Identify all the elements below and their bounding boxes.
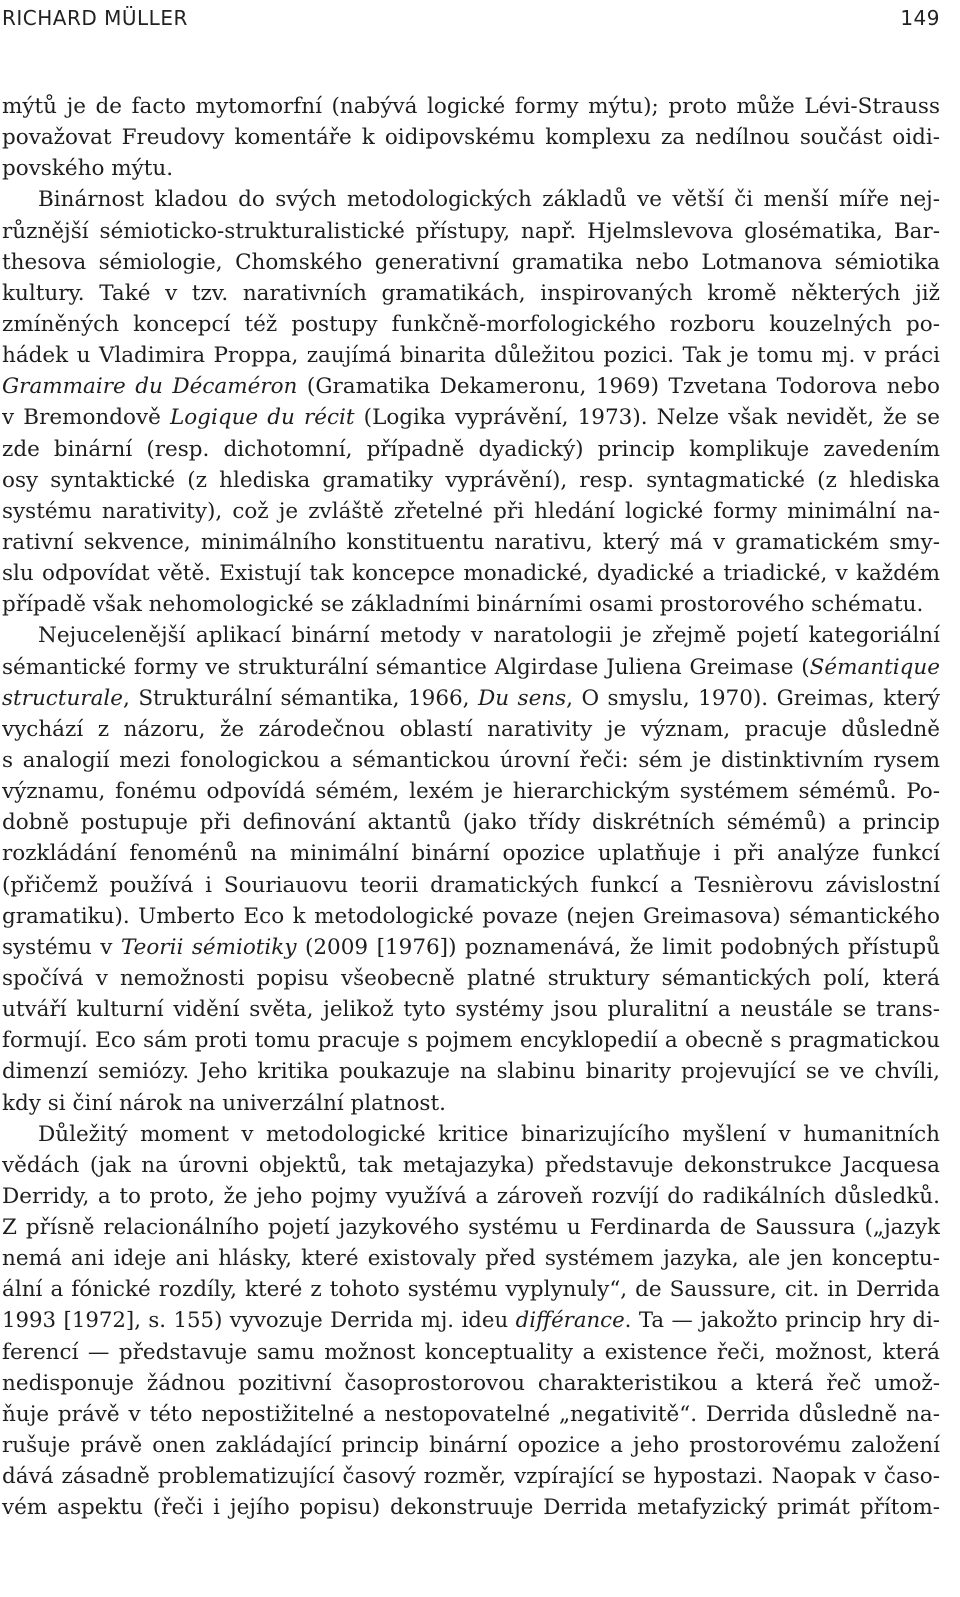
text-line [2,1119,940,1150]
text-run: systému v [2,934,121,960]
text-run: . Ta — jakožto princip hry di- [624,1308,940,1334]
text-line [2,402,940,433]
text-line [2,838,940,869]
text-run: , Strukturální sémantika, 1966, [123,685,478,711]
text-run: Důležitý moment v metodologické kritice binarizujícího myšlení v humanitních [38,1121,940,1147]
text-line [2,963,940,994]
text-line [2,1088,940,1119]
text-run: kultury. Také v tzv. narativních gramatikách, inspirovaných kromě některých již [2,280,940,306]
text-line [2,1305,940,1336]
text-line [2,1337,940,1368]
text-run: mýtů je de facto mytomorfní (nabývá logické formy mýtu); proto může Lévi-Strauss [2,94,940,119]
text-line [2,278,940,309]
text-line [2,1056,940,1087]
text-line [2,776,940,807]
text-line [2,371,940,402]
text-run: gramatiku). Umberto Eco k metodologické povaze (nejen Greimasova) sémantického [2,903,940,929]
text-line [2,247,940,278]
text-run: v Bremondově [2,405,170,431]
text-run: nemá ani ideje ani hlásky, které existovaly před systémem jazyka, ale jen konceptu- [2,1246,940,1272]
text-run: 1993 [1972], s. 155) vyvozuje Derrida mj. ideu [2,1308,516,1334]
text-line [2,870,940,901]
text-line [2,714,940,745]
text-run: (Gramatika Dekameronu, 1969) Tzvetana Todorova nebo [297,374,940,400]
text-run: Z přísně relacionálního pojetí jazykového systému u Ferdinarda de Saussura („jazyk [2,1215,940,1241]
text-run: slu odpovídat větě. Existují tak koncepce monadické, dyadické a triadické, v každém [2,561,940,587]
text-line [2,1492,940,1523]
text-run: kdy si činí nárok na univerzální platnost. [2,1090,446,1116]
text-line [2,932,940,963]
text-line [2,745,940,776]
text-line [2,309,940,340]
running-header [2,4,940,32]
text-line [2,994,940,1025]
text-line [2,1368,940,1399]
text-line [2,901,940,932]
text-run: dimenzí semiózy. Jeho kritika poukazuje na slabinu binarity projevující se ve chvíli, [2,1059,940,1085]
text-run: s analogií mezi fonologickou a sémantickou úrovní řeči: sém je distinktivním rysem [2,747,940,773]
text-line [2,1430,940,1461]
text-run: případě však nehomologické se základními binárními osami prostorového schématu. [2,592,924,618]
text-run: sémantické formy ve strukturální sémantice Algirdase Juliena Greimase ( [2,654,810,680]
text-run: povského mýtu. [2,156,174,182]
italic-title: Du sens [477,685,567,711]
text-run: dává zásadně problematizující časový rozměr, vzpírající se hypostazi. Naopak v časo- [2,1464,940,1490]
text-line [2,1461,940,1492]
text-run: rušuje právě onen zakládající princip binární opozice a jeho prostorovému založení [2,1433,940,1459]
text-run: vém aspektu (řeči i jejího popisu) dekonstruuje Derrida metafyzický primát přítom- [2,1495,940,1521]
text-line [2,558,940,589]
text-run: , O smyslu, 1970). Greimas, který [566,685,940,711]
text-run: Binárnost kladou do svých metodologických základů ve větší či menší míře nej- [38,187,940,213]
text-line [2,1399,940,1430]
text-run: thesova sémiologie, Chomského generativní gramatika nebo Lotmanova sémiotika [2,249,940,275]
text-line [2,496,940,527]
text-run: utváří kulturní vidění světa, jelikož tyto systémy jsou pluralitní a neustále se trans- [2,997,940,1023]
text-run: ální a fónické rozdíly, které z tohoto systému vyplynuly“, de Saussure, cit. in Derrida [2,1277,940,1303]
text-run: osy syntaktické (z hlediska gramatiky vyprávění), resp. syntagmatické (z hlediska [2,467,940,493]
text-run: vědách (jak na úrovni objektů, tak metajazyka) představuje dekonstrukce Jacquesa [2,1152,940,1178]
text-run: vychází z názoru, že zárodečnou oblastí narativity je význam, pracuje důsledně [2,716,940,742]
italic-title: Logique du récit [169,405,355,431]
text-run: významu, fonému odpovídá sémém, lexém je hierarchickým systémem sémémů. Po- [2,779,940,805]
text-line [2,683,940,714]
page-number: 149 [900,6,940,30]
text-line [2,1212,940,1243]
text-line [2,1181,940,1212]
text-line [2,652,940,683]
text-run: (Logika vyprávění, 1973). Nelze však nevidět, že se [354,405,940,431]
text-line [2,122,940,153]
text-line [2,184,940,215]
body-text [2,91,940,1523]
text-run: ferencí — představuje samu možnost konceptuality a existence řeči, možnost, která [2,1339,940,1365]
text-run: Derridy, a to proto, že jeho pojmy využívá a zároveň rozvíjí do radikálních důsledků. [2,1183,940,1209]
text-line [2,91,940,122]
italic-title: Teorii sémiotiky [120,934,297,960]
text-line [2,1150,940,1181]
author-name: RICHARD MÜLLER [2,6,188,30]
text-line [2,589,940,620]
text-line [2,1274,940,1305]
text-line [2,527,940,558]
text-line [2,340,940,371]
text-line [2,1243,940,1274]
text-run: Nejucelenější aplikací binární metody v naratologii je zřejmě pojetí kategoriální [38,623,940,649]
italic-title: Sémantique [809,654,940,680]
text-run: spočívá v nemožnosti popisu všeobecně platné struktury sémantických polí, která [2,965,940,991]
text-run: dobně postupuje při definování aktantů (jako třídy diskrétních sémémů) a princip [2,810,940,836]
text-run: hádek u Vladimira Proppa, zaujímá binarita důležitou pozici. Tak je tomu mj. v práci [2,343,940,369]
text-line [2,1025,940,1056]
text-run: (přičemž používá i Souriauovu teorii dramatických funkcí a Tesnièrovu závislostní [2,872,940,898]
text-line [2,807,940,838]
text-run: (2009 [1976]) poznamenává, že limit podobných přístupů [296,934,940,960]
text-run: systému narativity), což je zvláště zřetelné při hledání logické formy minimální na- [2,498,940,524]
text-run: ňuje právě v této nepostižitelné a nestopovatelné „negativitě“. Derrida důsledně na- [2,1401,940,1427]
text-line [2,153,940,184]
text-line [2,434,940,465]
text-run: různější sémioticko-strukturalistické přístupy, např. Hjelmslevova glosématika, Bar- [2,218,940,244]
italic-title: structurale [2,685,124,711]
text-line [2,465,940,496]
text-run: zmíněných koncepcí též postupy funkčně-morfologického rozboru kouzelných po- [2,311,940,337]
italic-title: différance [515,1308,625,1334]
text-run: považovat Freudovy komentáře k oidipovskému komplexu za nedílnou součást oidi- [2,125,940,151]
text-line [2,216,940,247]
text-run: rativní sekvence, minimálního konstituentu narativu, který má v gramatickém smy- [2,529,940,555]
text-run: rozkládání fenoménů na minimální binární opozice uplatňuje i při analýze funkcí [2,841,940,867]
text-line [2,620,940,651]
text-run: zde binární (resp. dichotomní, případně dyadický) princip komplikuje zavedením [2,436,940,462]
text-run: formují. Eco sám proti tomu pracuje s pojmem encyklopedií a obecně s pragmatickou [2,1028,940,1054]
italic-title: Grammaire du Décaméron [2,374,298,400]
text-run: nedisponuje žádnou pozitivní časoprostorovou charakteristikou a která řeč umož- [2,1370,940,1396]
